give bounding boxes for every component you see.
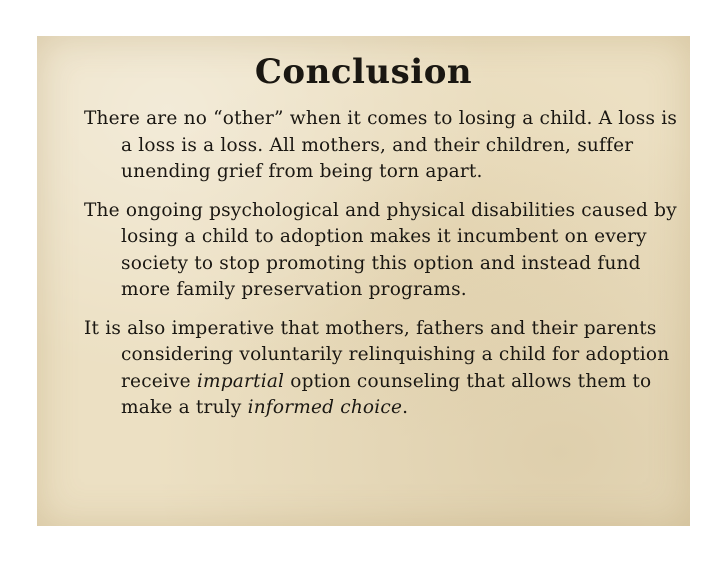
emphasis-impartial: impartial <box>196 370 285 392</box>
paragraph-3-part1: It is also imperative that mothers, fathers and their parents considering voluntarily relinquishing a child for adoption receive <box>84 317 670 392</box>
paragraph-3-part3: . <box>402 397 409 418</box>
emphasis-informed-choice: informed choice <box>247 397 403 418</box>
paragraph-3-part2: option counseling that allows them to make a truly <box>121 370 652 418</box>
paragraph-3 <box>84 316 684 422</box>
slide-content <box>84 106 684 422</box>
paragraph-1: There are no “other” when it comes to losing a child. A loss is a loss is a loss. All mothers, and their children, suffer unending grief from being torn apart. <box>84 108 678 182</box>
paragraph-2: The ongoing psychological and physical disabilities caused by losing a child to adoption makes it incumbent on every society to stop promoting this option and instead fund more family preservation programs. <box>84 199 677 300</box>
slide-title: Conclusion <box>254 52 473 92</box>
slide <box>37 36 690 526</box>
